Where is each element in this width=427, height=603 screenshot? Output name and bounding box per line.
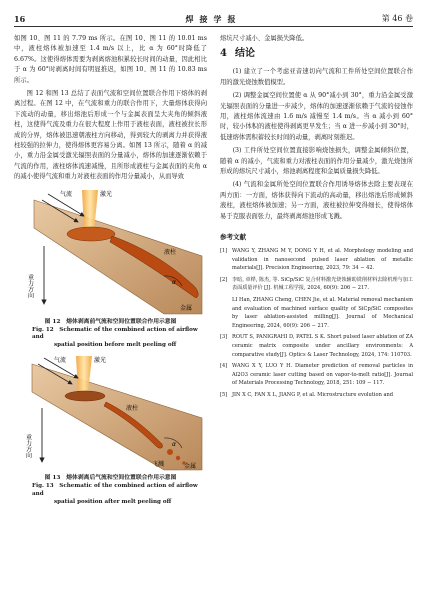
- label-angle: α: [172, 441, 176, 449]
- reference-text: WANG X Y, LUO Y H. Diameter prediction of removal particles in Al2O3 ceramic laser cutting based on vapor-to-melt ratio[J]. Journal of Materials Processing Technology, 2018, 251: 109 − 117.: [232, 363, 413, 387]
- reference-number: [220, 296, 232, 330]
- label-gravity: 重力方向: [26, 273, 34, 298]
- reference-item: [220, 362, 413, 388]
- figure-12-diagram: [14, 186, 207, 316]
- caption-line: Fig. 12 Schematic of the combined action of airflow and: [32, 326, 198, 341]
- splash-droplet: [167, 449, 173, 455]
- reference-item: [220, 247, 413, 273]
- reference-text: JIN X C, FAN X L, JIANG P, et al. Microstructure evolution and: [232, 392, 394, 398]
- label-airflow: 气流: [60, 190, 73, 198]
- left-column: [14, 34, 207, 506]
- reference-text: 李暗, 章桦, 陈杰, 等. SiCp/SiC 复合材料激光烧蚀辅助铣削材料去除机理与加工表面质量评价 [J]. 机械工程学报, 2024, 60(9): 206 − 217.: [232, 276, 413, 292]
- label-gravity: 重力方向: [24, 434, 32, 459]
- reference-number: [2]: [220, 276, 228, 283]
- metal-plate: [34, 200, 202, 314]
- caption-line: spatial position before melt peeling off: [54, 341, 177, 348]
- reference-text: ROUT S, PANIGRAHI D, PATEL S K. Short pulsed laser ablation of ZA ceramic matrix composite under ancillary environments: A comparative study[J]. Optics & Laser Technology, 2024, 174: 110703.: [232, 334, 413, 358]
- section-heading: [220, 47, 413, 61]
- section-number: 4: [220, 48, 227, 60]
- reference-number: [3]: [220, 334, 228, 341]
- reference-number: [4]: [220, 363, 228, 370]
- figure-13: [14, 354, 207, 506]
- label-angle: α: [172, 278, 176, 286]
- label-laser: 激光: [94, 357, 107, 365]
- splash-droplet: [176, 456, 180, 460]
- reference-number: [5]: [220, 392, 228, 398]
- caption-line: Fig. 13 Schematic of the combined action of airflow and: [32, 483, 198, 498]
- label-melt-pool: 熔池: [22, 228, 35, 236]
- label-splash: 飞溅: [152, 461, 165, 469]
- figure-13-caption-zh: 图 13 熔体剥离后气流和空间位置联合作用示意图: [44, 475, 177, 482]
- right-column: [220, 34, 413, 403]
- metal-plate: [32, 364, 202, 470]
- journal-title: 焊接学报: [185, 14, 242, 24]
- reference-item: [220, 296, 413, 330]
- figure-12: [14, 186, 207, 350]
- reference-text: LI Han, ZHANG Cheng, CHEN Jie, et al. Material removal mechanism and evaluation of machined surface quality of SiCp/SiC composites by laser ablation-assisted milling[J]. Journal of Mechanical Engineering, 2024, 60(9): 206 − 217.: [232, 297, 413, 329]
- label-airflow: 气流: [54, 357, 67, 365]
- reference-list: [220, 247, 413, 400]
- label-metal: 金属: [180, 304, 193, 312]
- label-liquid-column: 液柱: [126, 405, 139, 413]
- figure-12-caption-en: [32, 327, 207, 350]
- reference-item: [220, 391, 413, 400]
- figure-13-caption-en: [32, 483, 207, 506]
- section-title: 结论: [234, 48, 255, 60]
- volume-label: 第 46 卷: [381, 14, 413, 23]
- figure-13-diagram: [14, 354, 207, 472]
- paragraph: 如图 10、图 11 的 7.79 ms 所示。在图 10、图 11 的 10.01 ms 中，液柱熔体被加速至 1.4 m/s 以上，比 α 为 60°时降低了 6.67%。这使得熔体需要为剥离熔池积累较长时间的动量，因此相比于 α 为 60°时剥离时间有明显推迟，如图 10、图 11 的 10.83 ms 所示。: [14, 35, 207, 84]
- conclusion-item: (4) 气流和金属所处空间位置联合作用诱导熔体去除主要表现在两方面：一方面，熔体获得向下流动的高动量，移出熔池后形成倾斜液柱，液柱熔体被加速；另一方面，液柱被拉伸变得细长，使得熔体易于克服表面张力，最终剥离熔池形成飞溅。: [220, 181, 413, 220]
- conclusion-item: (1) 建立了一个考虑亚音速切向气流和工件所处空间位置联合作用的激光烧蚀数值模型。: [220, 68, 413, 86]
- reference-number: [1]: [220, 248, 228, 255]
- conclusion-item: (2) 调整金属空间位置使 α 从 90°减小到 30°，重力沿金属受激光辐照表面的分量进一步减少，熔体的加速逐渐依赖于气流的侵蚀作用，液柱熔体流速由 1.6 m/s 减慢至 1.4 m/s。当 α 减小到 60°时，较小体积的液柱使得剥离更早发生；当 α 进一步减小到 30°时，低速熔体需积蓄较长时间的动量，剥离时刻推迟。: [220, 92, 413, 141]
- conclusion-item: (3) 工件所处空间位置直接影响烧蚀损失，调整金属倾斜位置，随着 α 的减小，气流和重力对液柱表面的作用分量减少，激光烧蚀所形成的熔坑尺寸减小，熔池剥离程度和金属质量损失降低。: [220, 147, 413, 176]
- paragraph: 图 12 和图 13 总结了表面气流和空间位置联合作用下熔体的剥离过程。在图 12 中，在气流和重力的联合作用下，大量熔体获得向下流动的动量，移出熔池后形成一个与金属表面呈大夹角的倾斜液柱，这使得气流及重力在很大程度上作用于液柱表面，液柱被拉长形成的分界，熔体被迅速朝液柱方向移动，得到较大的剥离力并获得液柱较强的拉伸力，使得熔体更容易分离。如图 13 所示，随着 α 的减小，重力沿金属受激光辐照表面的分量减小，熔体的加速逐渐依赖于气流的作用，液柱熔体流速减慢，且所形成液柱与金属表面的夹角 α 的减小使得气流和重力对液柱表面的作用分量减小，从而导致: [14, 90, 207, 181]
- label-liquid-column: 液柱: [164, 248, 177, 256]
- caption-line: spatial position after melt peeling off: [54, 498, 172, 505]
- melt-pool: [67, 227, 115, 241]
- reference-text: WANG Y, ZHANG M Y, DONG Y H, et al. Morphology modeling and validation in nanosecond pulsed laser ablation of metallic materials[J]. Precision Engineering, 2023, 79: 34 − 42.: [232, 248, 413, 272]
- page-header: [14, 12, 413, 27]
- crater: [65, 391, 105, 401]
- paragraph: 熔坑尺寸减小、金属损失降低。: [220, 35, 309, 42]
- label-metal: 金属: [184, 463, 197, 471]
- page-number: 16: [14, 14, 26, 24]
- reference-item: [220, 333, 413, 359]
- figure-12-caption-zh: 图 12 熔体剥离前气流和空间位置联合作用示意图: [44, 318, 177, 325]
- references-heading: 参考文献: [220, 233, 246, 242]
- reference-item: [220, 276, 413, 293]
- label-laser: 激光: [100, 190, 113, 198]
